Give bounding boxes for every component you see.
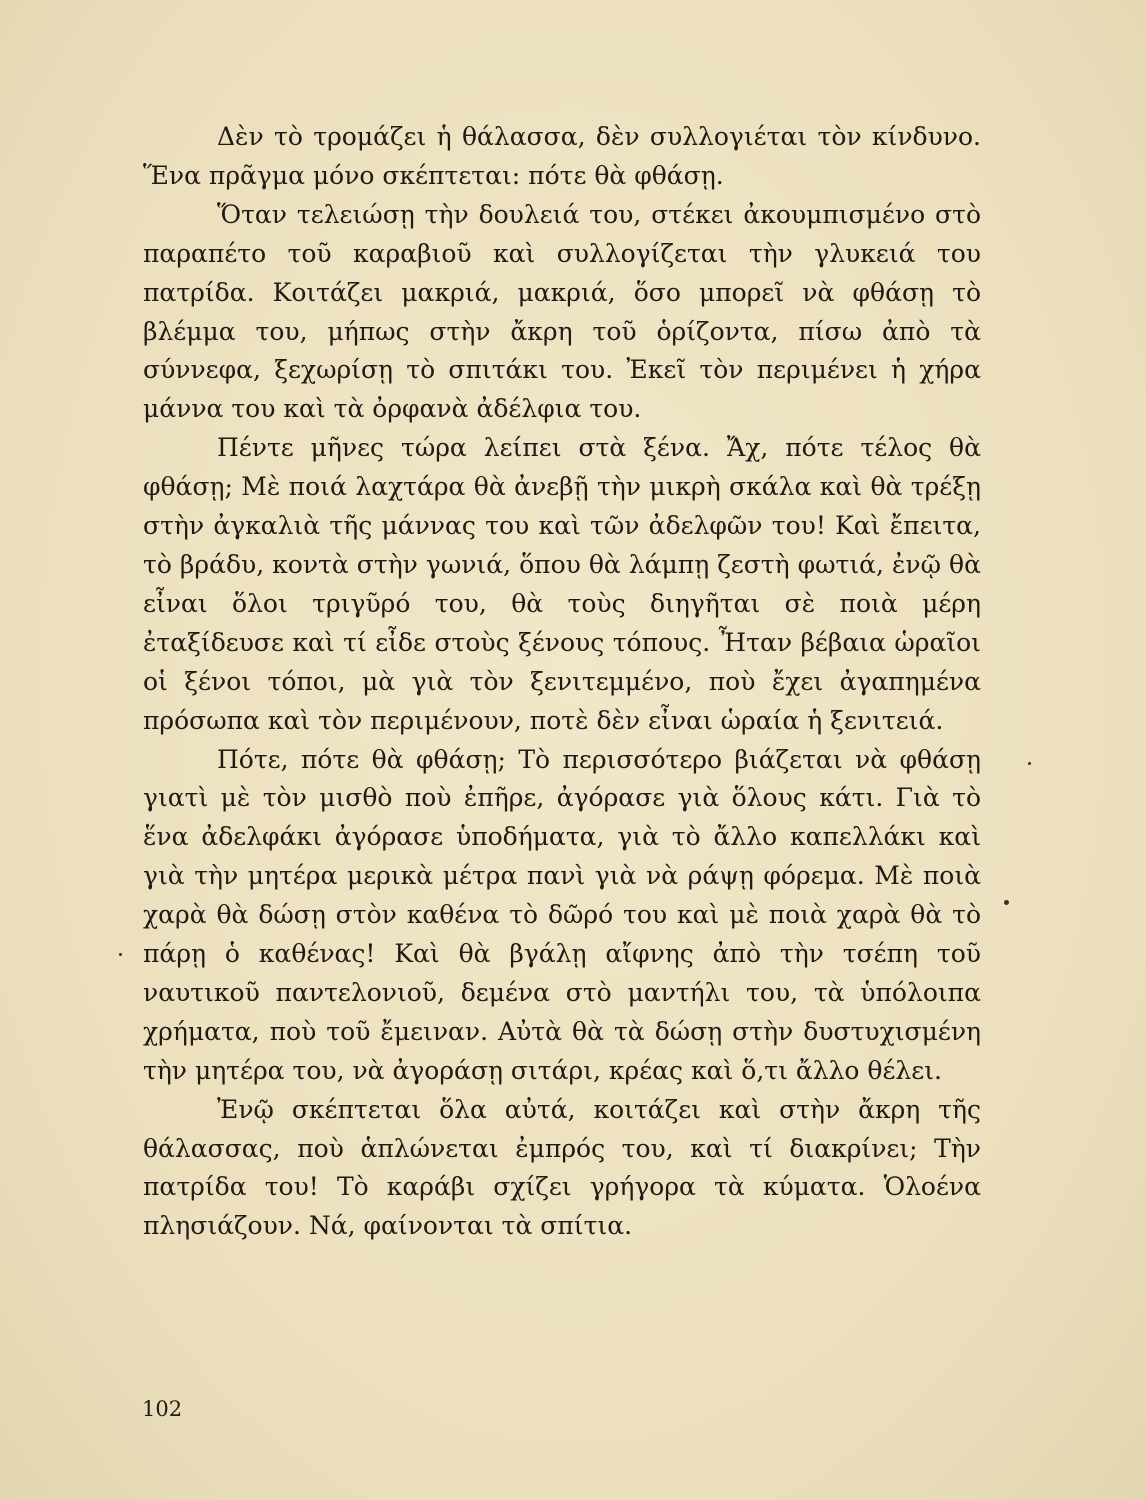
ink-speck <box>119 953 122 956</box>
body-text <box>143 118 981 1246</box>
ink-speck <box>1004 900 1009 905</box>
paragraph-1: Δὲν τὸ τρομάζει ἡ θάλασσα, δὲν συλλογιέται τὸν κίνδυνο. Ἕνα πρᾶγμα μόνο σκέπτεται: πότε θὰ φθάσῃ. <box>143 122 981 190</box>
paragraph-4: Πότε, πότε θὰ φθάσῃ; Τὸ περισσότερο βιάζεται νὰ φθάσῃ γιατὶ μὲ τὸν μισθὸ ποὺ ἐπῆρε, ἀγόρασε γιὰ ὅλους κάτι. Γιὰ τὸ ἕνα ἀδελφάκι ἀγόρασε ὑποδήματα, γιὰ τὸ ἄλλο καπελλάκι καὶ γιὰ τὴν μητέρα μερικὰ μέτρα πανὶ γιὰ νὰ ράψῃ φόρεμα. Μὲ ποιὰ χαρὰ θὰ δώσῃ στὸν καθένα τὸ δῶρό του καὶ μὲ ποιὰ χαρὰ θὰ τὸ πάρῃ ὁ καθένας! Καὶ θὰ βγάλῃ αἴφνης ἀπὸ τὴν τσέπη τοῦ ναυτικοῦ παντελονιοῦ, δεμένα στὸ μαντήλι του, τὰ ὑπόλοιπα χρήματα, ποὺ τοῦ ἔμειναν. Αὐτὰ θὰ τὰ δώσῃ στὴν δυστυχισμένη τὴν μητέρα του, νὰ ἀγοράσῃ σιτάρι, κρέας καὶ ὅ,τι ἄλλο θέλει. <box>143 744 981 1085</box>
ink-speck <box>1028 762 1031 765</box>
paragraph-5: Ἐνῷ σκέπτεται ὅλα αὐτά, κοιτάζει καὶ στὴν ἄκρη τῆς θάλασσας, ποὺ ἁπλώνεται ἐμπρός του, καὶ τί διακρίνει; Τὴν πατρίδα του! Τὸ καράβι σχίζει γρήγορα τὰ κύματα. Ὁλοένα πλησιάζουν. Νά, φαίνονται τὰ σπίτια. <box>143 1094 981 1241</box>
paragraph-2: Ὅταν τελειώσῃ τὴν δουλειά του, στέκει ἀκουμπισμένο στὸ παραπέτο τοῦ καραβιοῦ καὶ συλλογίζεται τὴν γλυκειά του πατρίδα. Κοιτάζει μακριά, μακριά, ὅσο μπορεῖ νὰ φθάσῃ τὸ βλέμμα του, μήπως στὴν ἄκρη τοῦ ὁρίζοντα, πίσω ἀπὸ τὰ σύννεφα, ξεχωρίσῃ τὸ σπιτάκι του. Ἐκεῖ τὸν περιμένει ἡ χήρα μάννα του καὶ τὰ ὀρφανὰ ἀδέλφια του. <box>143 199 981 424</box>
page-number: 102 <box>142 1397 183 1421</box>
paragraph-3: Πέντε μῆνες τώρα λείπει στὰ ξένα. Ἄχ, πότε τέλος θὰ φθάσῃ; Μὲ ποιά λαχτάρα θὰ ἀνεβῇ τὴν μικρὴ σκάλα καὶ θὰ τρέξῃ στὴν ἀγκαλιὰ τῆς μάννας του καὶ τῶν ἀδελφῶν του! Καὶ ἔπειτα, τὸ βράδυ, κοντὰ στὴν γωνιά, ὅπου θὰ λάμπῃ ζεστὴ φωτιά, ἐνῷ θὰ εἶναι ὅλοι τριγῦρό του, θὰ τοὺς διηγῆται σὲ ποιὰ μέρη ἐταξίδευσε καὶ τί εἶδε στοὺς ξένους τόπους. Ἦταν βέβαια ὡραῖοι οἱ ξένοι τόποι, μὰ γιὰ τὸν ξενιτεμμένο, ποὺ ἔχει ἀγαπημένα πρόσωπα καὶ τὸν περιμένουν, ποτὲ δὲν εἶναι ὡραία ἡ ξενιτειά. <box>143 433 981 735</box>
